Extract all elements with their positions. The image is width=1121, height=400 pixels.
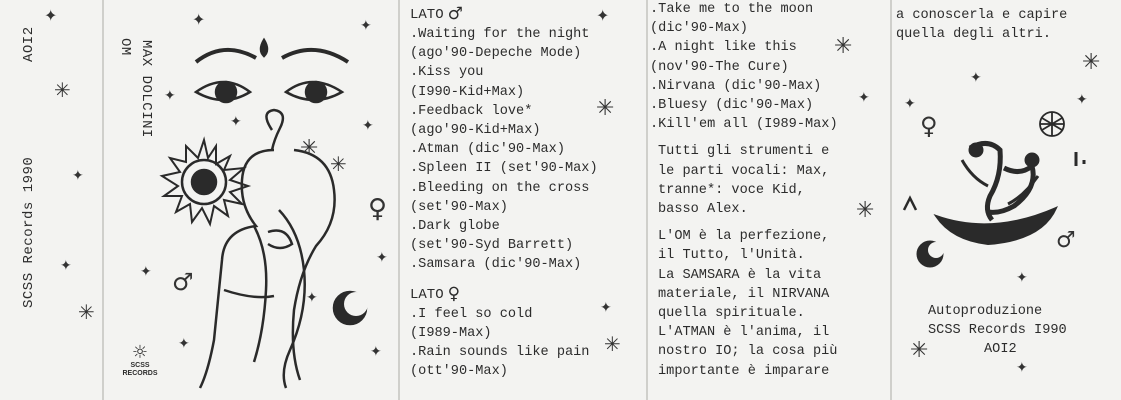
track-line: .Kiss you bbox=[410, 65, 484, 81]
track-line: .Waiting for the night bbox=[410, 27, 590, 42]
sparkle-star-icon: ✦ bbox=[362, 118, 374, 134]
sparkle-star-icon: ✦ bbox=[60, 258, 72, 274]
track-line: .A night like this bbox=[650, 40, 797, 56]
mars-icon: ♂ bbox=[172, 268, 194, 296]
sparkle-star-icon: ✳ bbox=[834, 34, 853, 59]
notes-line: a conoscerla e capire bbox=[896, 8, 1068, 23]
sparkle-star-icon: ✳ bbox=[1082, 50, 1101, 75]
production-line: Autoproduzione bbox=[928, 304, 1043, 319]
front-artist: MAX DOLCINI bbox=[138, 40, 154, 138]
notes-line: materiale, il NIRVANA bbox=[658, 286, 830, 302]
back-flap-panel bbox=[892, 0, 1121, 400]
credits-line: Tutti gli strumenti e bbox=[658, 144, 830, 160]
sparkle-star-icon: ✦ bbox=[360, 18, 372, 34]
sparkle-star-icon: ✳ bbox=[604, 332, 621, 356]
notes-line: importante è imparare bbox=[658, 363, 830, 379]
sparkle-star-icon: ✦ bbox=[596, 6, 610, 25]
front-panel bbox=[104, 0, 398, 400]
side-a-header: LATO ♂ bbox=[410, 4, 463, 24]
sparkle-star-icon: ✦ bbox=[72, 168, 84, 184]
sparkle-star-icon: ✦ bbox=[178, 336, 190, 352]
sparkle-star-icon: ✦ bbox=[970, 70, 982, 86]
track-line: (ott'90-Max) bbox=[410, 364, 508, 380]
notes-line: La SAMSARA è la vita bbox=[658, 267, 822, 283]
side-b-header: LATO ♀ bbox=[410, 283, 461, 304]
credits-line: tranne*: voce Kid, bbox=[658, 182, 805, 198]
sparkle-star-icon: ✦ bbox=[140, 264, 152, 280]
track-line: .Feedback love* bbox=[410, 103, 533, 119]
notes-line: quella degli altri. bbox=[896, 27, 1051, 43]
spine-panel bbox=[0, 0, 102, 400]
credits-line: le parti vocali: Max, bbox=[658, 163, 830, 179]
sparkle-star-icon: ✳ bbox=[330, 152, 347, 176]
production-line: AOI2 bbox=[984, 342, 1017, 358]
venus-icon: ♀ bbox=[368, 194, 388, 224]
track-line: .Bleeding on the cross bbox=[410, 180, 590, 196]
track-line: .Dark globe bbox=[410, 219, 500, 235]
tracklist-panel bbox=[400, 0, 646, 400]
track-line: (I990-Kid+Max) bbox=[410, 84, 525, 100]
sparkle-star-icon: ✦ bbox=[44, 6, 58, 25]
track-line: .Bluesy (dic'90-Max) bbox=[650, 98, 814, 114]
mars-icon: ♂ bbox=[1056, 228, 1076, 253]
notes-line: il Tutto, l'Unità. bbox=[658, 248, 805, 264]
notes-panel bbox=[648, 0, 890, 400]
spine-label: SCSS Records 1990 bbox=[21, 156, 37, 308]
track-line: (I989-Max) bbox=[410, 325, 492, 341]
logo: ☼ SCSS RECORDS bbox=[122, 342, 158, 377]
sparkle-star-icon: ✳ bbox=[78, 300, 95, 324]
moon-icon bbox=[334, 292, 368, 324]
track-line: (set'90-Syd Barrett) bbox=[410, 238, 574, 254]
track-line: (dic'90-Max) bbox=[650, 21, 748, 37]
venus-icon: ♀ bbox=[920, 112, 938, 140]
sparkle-star-icon: ✦ bbox=[370, 344, 382, 360]
sparkle-star-icon: ✦ bbox=[192, 10, 206, 29]
sparkle-star-icon: ✳ bbox=[910, 338, 929, 363]
track-line: .Atman (dic'90-Max) bbox=[410, 142, 565, 158]
track-line: (ago'90-Depeche Mode) bbox=[410, 46, 582, 62]
sparkle-star-icon: ✦ bbox=[1076, 92, 1088, 108]
notes-line: nostro IO; la cosa più bbox=[658, 344, 838, 360]
sparkle-star-icon: ✦ bbox=[376, 250, 388, 266]
track-line: .Take me to the moon bbox=[650, 2, 814, 17]
venus-icon: ♀ bbox=[447, 283, 461, 304]
track-line: .Kill'em all (I989-Max) bbox=[650, 117, 838, 133]
sparkle-star-icon: ✦ bbox=[1016, 270, 1028, 286]
cover-illustration bbox=[104, 0, 398, 400]
track-line: .Nirvana (dic'90-Max) bbox=[650, 78, 822, 94]
sun-icon bbox=[162, 140, 248, 224]
mars-icon: ♂ bbox=[447, 4, 463, 24]
track-line: (nov'90-The Cure) bbox=[650, 59, 789, 75]
sparkle-star-icon: ✦ bbox=[904, 96, 916, 112]
production-line: SCSS Records I990 bbox=[928, 323, 1067, 339]
eyes-icon bbox=[196, 40, 348, 102]
notes-line: L'OM è la perfezione, bbox=[658, 229, 830, 245]
spine-catalog: AOI2 bbox=[21, 26, 37, 62]
track-line: .I feel so cold bbox=[410, 306, 533, 322]
track-line: (set'90-Max) bbox=[410, 199, 508, 215]
notes-line: L'ATMAN è l'anima, il bbox=[658, 325, 830, 341]
sparkle-star-icon: ✳ bbox=[596, 96, 615, 121]
sparkle-star-icon: ✳ bbox=[300, 136, 319, 161]
sparkle-star-icon: ✦ bbox=[164, 88, 176, 104]
sparkle-star-icon: ✦ bbox=[600, 300, 612, 316]
credits-line: basso Alex. bbox=[658, 202, 748, 218]
sparkle-star-icon: ✦ bbox=[858, 90, 870, 106]
notes-line: quella spirituale. bbox=[658, 306, 805, 322]
track-line: .Samsara (dic'90-Max) bbox=[410, 257, 582, 273]
track-line: .Spleen II (set'90-Max) bbox=[410, 161, 598, 177]
track-line: (ago'90-Kid+Max) bbox=[410, 123, 541, 139]
front-title: OM bbox=[117, 38, 133, 56]
sparkle-star-icon: ✦ bbox=[1016, 360, 1028, 376]
sparkle-star-icon: ✳ bbox=[856, 198, 875, 223]
sparkle-star-icon: ✦ bbox=[306, 290, 318, 306]
track-line: .Rain sounds like pain bbox=[410, 345, 590, 361]
sparkle-star-icon: ✳ bbox=[54, 78, 71, 102]
sparkle-star-icon: ✦ bbox=[230, 114, 242, 130]
